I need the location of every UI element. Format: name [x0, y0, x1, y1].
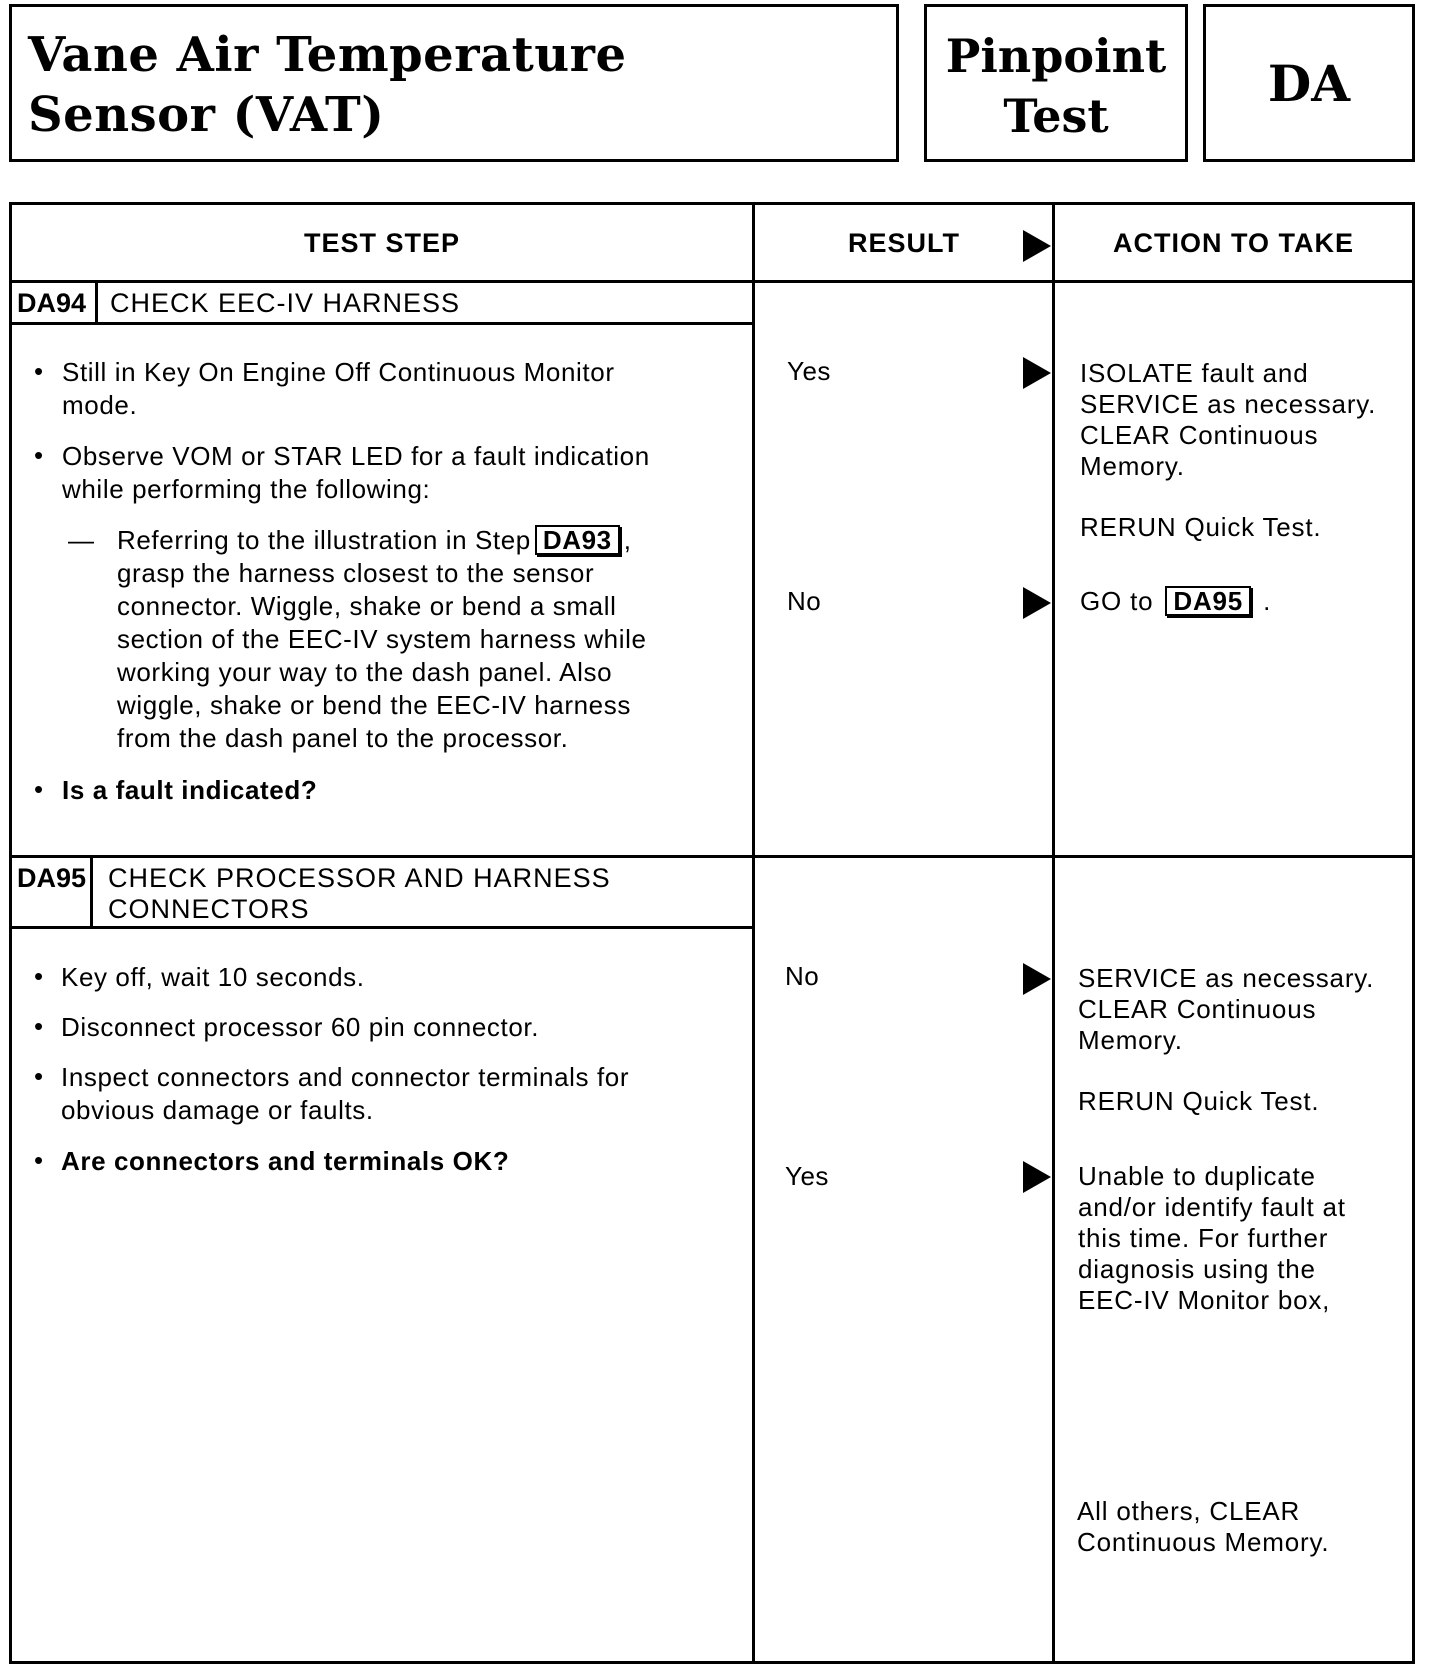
step-divider: [9, 855, 1415, 858]
step-question: Is a fault indicated?: [62, 775, 318, 805]
result-label: No: [787, 586, 822, 616]
title-box: [9, 4, 899, 162]
column-header-result: RESULT: [848, 228, 960, 258]
column-header-action: ACTION TO TAKE: [1113, 228, 1354, 258]
action-text: GO to DA95 .: [1080, 586, 1272, 616]
pinpoint-label: Pinpoint: [945, 29, 1167, 83]
instruction: Disconnect processor 60 pin connector.: [61, 1012, 540, 1042]
pinpoint-test-box: [924, 4, 1188, 162]
bullet: •: [34, 961, 44, 991]
result-arrow-icon: [1023, 230, 1051, 262]
step-title-underline: [9, 926, 755, 929]
step-id-separator: [95, 282, 98, 323]
arrow-icon: [1023, 357, 1051, 389]
bullet: •: [34, 1011, 44, 1041]
dash-marker: —: [68, 525, 95, 555]
instruction: Still in Key On Engine Off Continuous Monitor mode.: [62, 357, 615, 420]
arrow-icon: [1023, 963, 1051, 995]
instruction: Key off, wait 10 seconds.: [61, 962, 365, 992]
bullet: •: [34, 1145, 44, 1175]
step-title: CHECK EEC-IV HARNESS: [110, 288, 461, 318]
action-text: SERVICE as necessary. CLEAR Continuous Memory. RERUN Quick Test.: [1078, 963, 1375, 1116]
action-text: All others, CLEAR Continuous Memory.: [1077, 1496, 1330, 1557]
page-title-line1: Vane Air Temperature: [28, 27, 627, 83]
sub-instruction: Referring to the illustration in Step DA93 , grasp the harness closest to the sensor connector. Wiggle, shake or bend a small section of the EEC-IV system harness while working your way to the dash panel. Also wiggle, shake or bend the EEC-IV harness from the dash panel to the processor.: [117, 525, 647, 753]
bullet: •: [34, 440, 44, 470]
bullet: •: [34, 1061, 44, 1091]
action-text: ISOLATE fault and SERVICE as necessary. CLEAR Continuous Memory. RERUN Quick Test.: [1080, 358, 1377, 542]
instruction: Inspect connectors and connector terminals for obvious damage or faults.: [61, 1062, 630, 1125]
step-reference[interactable]: DA93: [535, 525, 620, 555]
result-label: No: [785, 961, 820, 991]
step-title-underline: [9, 322, 755, 325]
page-title-line2: Sensor (VAT): [28, 87, 385, 143]
step-id: DA94: [17, 288, 87, 318]
step-id-separator: [90, 857, 93, 927]
arrow-icon: [1023, 587, 1051, 619]
step-reference[interactable]: DA95: [1165, 586, 1251, 616]
test-label: Test: [1003, 89, 1109, 143]
column-divider: [752, 202, 755, 1664]
section-code: DA: [1203, 4, 1415, 162]
arrow-icon: [1023, 1161, 1051, 1193]
result-label: Yes: [785, 1161, 829, 1191]
column-divider: [1052, 202, 1055, 1664]
column-header-test-step: TEST STEP: [303, 228, 461, 258]
bullet: •: [34, 356, 44, 386]
step-title: CHECK PROCESSOR AND HARNESS CONNECTORS: [108, 863, 611, 924]
step-question: Are connectors and terminals OK?: [61, 1146, 510, 1176]
bullet: •: [34, 774, 44, 804]
action-text: Unable to duplicate and/or identify fault at this time. For further diagnosis using the EEC-IV Monitor box,: [1078, 1161, 1346, 1315]
result-label: Yes: [787, 356, 831, 386]
instruction: Observe VOM or STAR LED for a fault indication while performing the following:: [62, 441, 650, 504]
step-id: DA95: [17, 863, 87, 893]
